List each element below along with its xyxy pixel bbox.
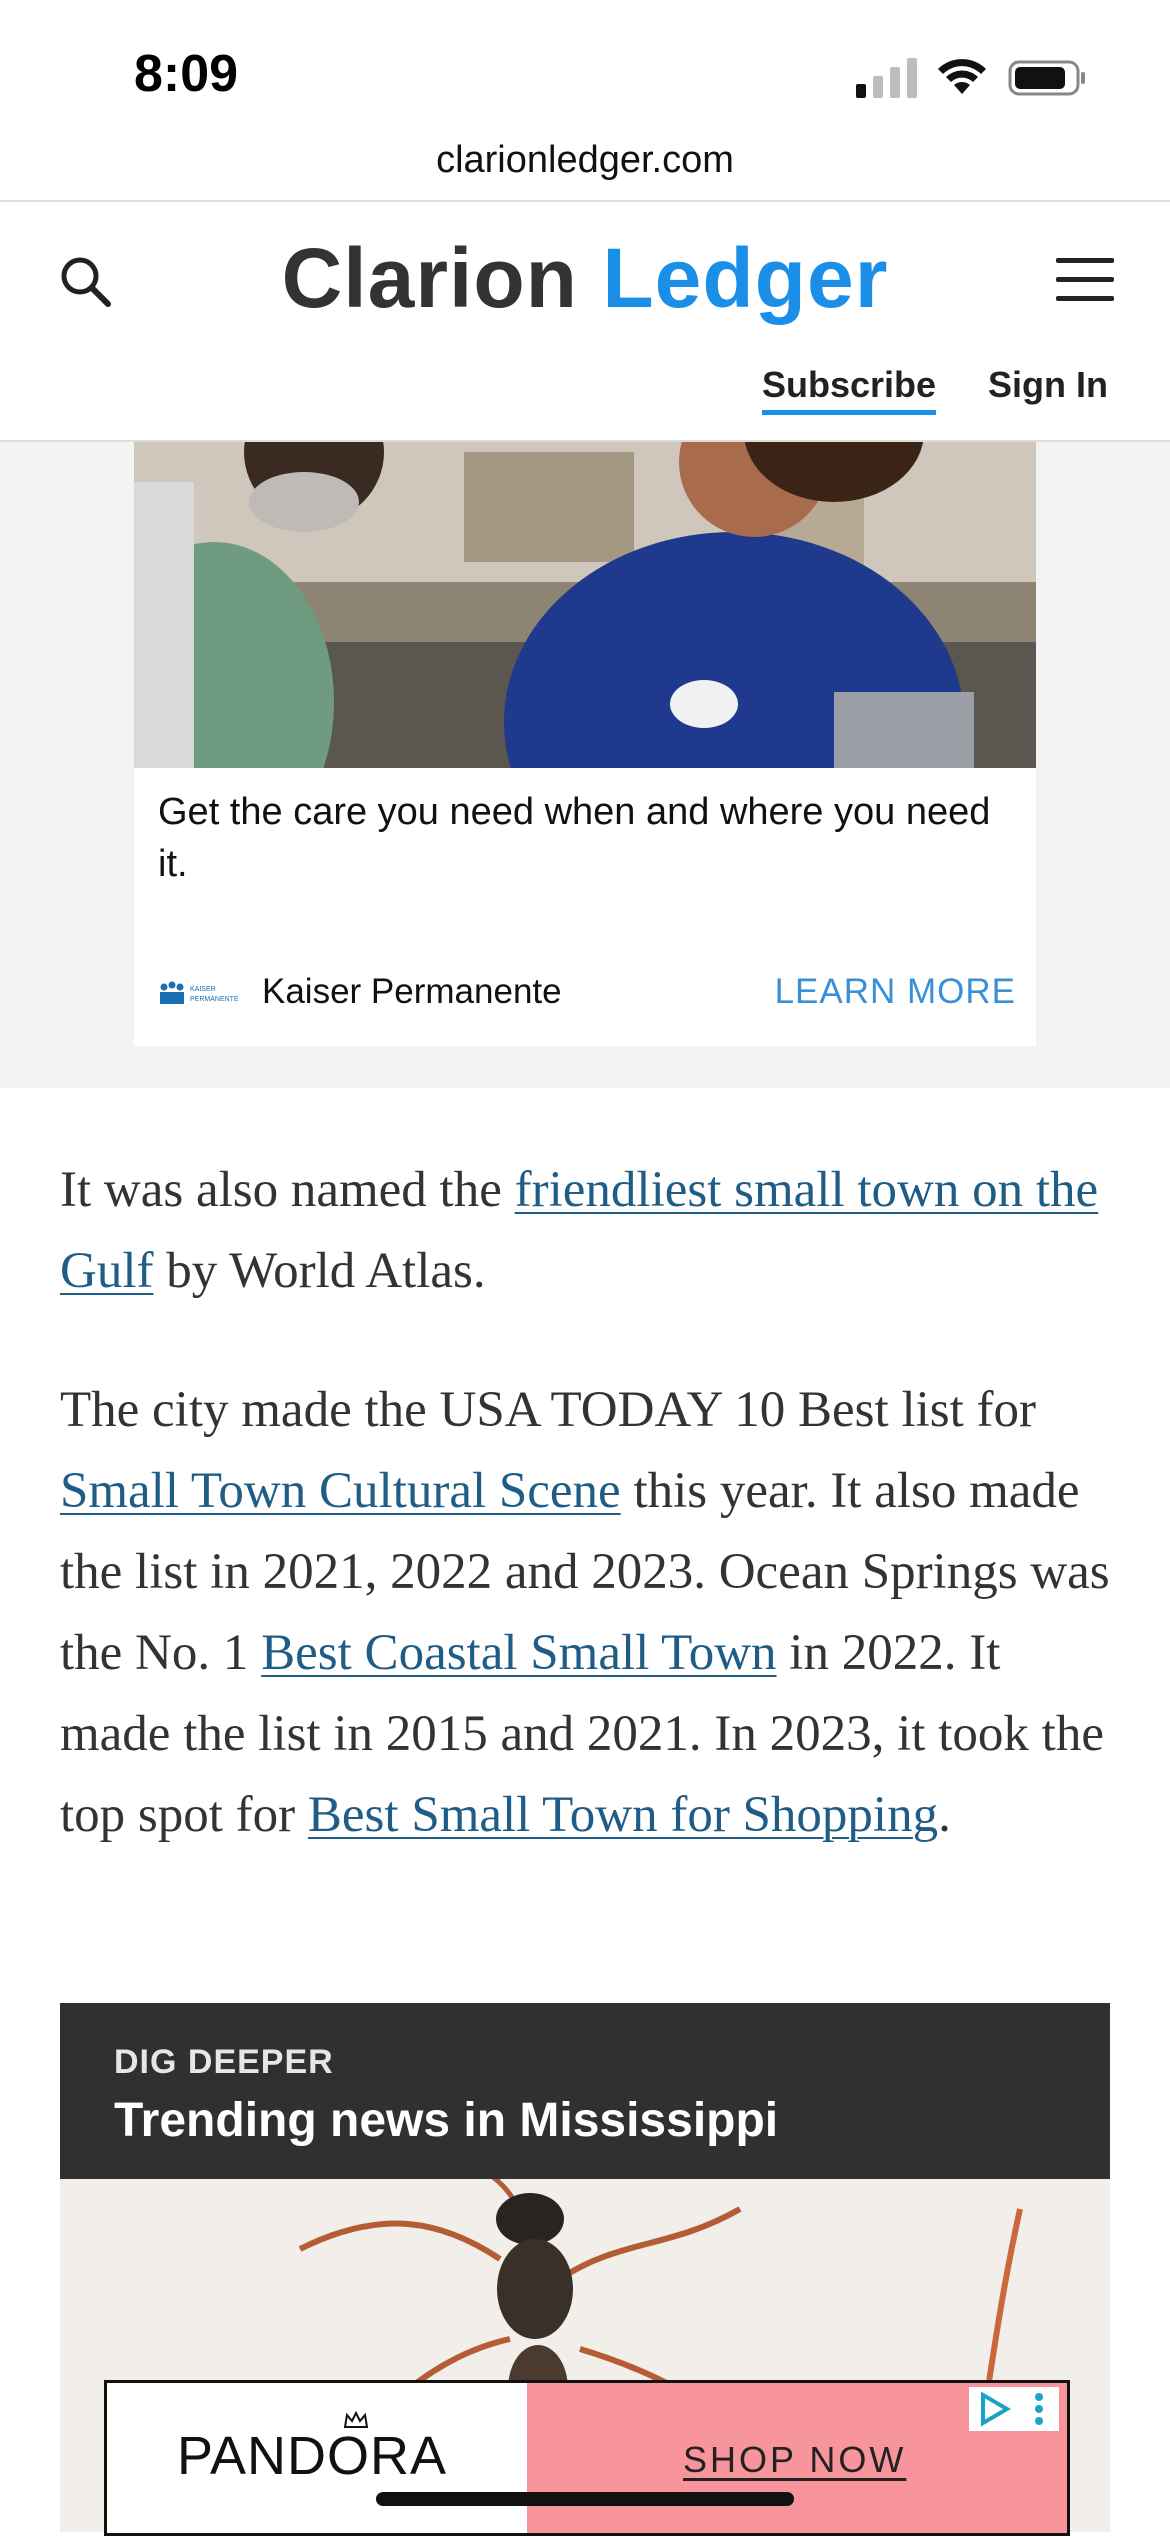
dig-deeper-eyebrow: DIG DEEPER <box>114 2043 334 2081</box>
kaiser-permanente-logo-icon <box>158 978 248 1008</box>
ad-advertiser-name: Kaiser Permanente <box>262 972 562 1011</box>
url-text: clarionledger.com <box>436 139 734 181</box>
site-logo[interactable] <box>0 230 1170 327</box>
cellular-signal-icon <box>856 58 918 98</box>
learn-more-button[interactable]: LEARN MORE <box>774 972 1016 1011</box>
sign-in-link[interactable]: Sign In <box>988 364 1108 405</box>
article-paragraph: It was also named the friendliest small town on the Gulf by World Atlas. <box>60 1162 1099 1299</box>
site-header <box>0 202 1170 442</box>
cultural-scene-link[interactable]: Small Town Cultural Scene <box>60 1463 621 1519</box>
pandora-banner-ad[interactable] <box>104 2380 1070 2536</box>
wifi-icon <box>936 56 988 96</box>
home-indicator[interactable] <box>376 2492 794 2506</box>
subscribe-link[interactable]: Subscribe <box>762 364 936 415</box>
status-time: 8:09 <box>134 45 239 103</box>
dig-deeper-title: Trending news in Mississippi <box>114 2094 779 2147</box>
article-paragraph: The city made the USA TODAY 10 Best list for Small Town Cultural Scene this year. It also made the list in 2021, 2022 and 2023. Ocean Springs was the No. 1 Best Coastal Small Town in 2022. It made the list in 2015 and 2021. In 2023, it took the top spot for Best Small Town for Shopping. <box>60 1382 1110 1843</box>
ad-container <box>0 442 1170 1088</box>
logo-word-ledger: Ledger <box>602 231 889 325</box>
ad-headline: Get the care you need when and where you need it. <box>158 791 991 885</box>
address-bar[interactable] <box>0 130 1170 200</box>
shopping-town-link[interactable]: Best Small Town for Shopping <box>307 1787 939 1843</box>
status-bar <box>0 0 1170 130</box>
hamburger-menu-icon[interactable] <box>1056 256 1114 304</box>
friendliest-town-link[interactable]: friendliest small town on the Gulf <box>60 1162 1099 1299</box>
kaiser-ad-card[interactable] <box>134 442 1036 1046</box>
svg-text:KAISER: KAISER <box>190 986 216 993</box>
pandora-logo: PANDORA <box>177 2426 448 2486</box>
coastal-small-town-link[interactable]: Best Coastal Small Town <box>261 1625 777 1681</box>
logo-word-clarion: Clarion <box>281 231 578 325</box>
ad-photo <box>134 442 1036 768</box>
article-body <box>60 1150 1120 1914</box>
shop-now-button[interactable]: SHOP NOW <box>683 2439 907 2480</box>
battery-icon <box>1008 58 1088 98</box>
svg-text:PERMANENTE: PERMANENTE <box>190 996 239 1003</box>
dig-deeper-banner[interactable] <box>60 2003 1110 2179</box>
adchoices-icon[interactable] <box>969 2387 1059 2431</box>
